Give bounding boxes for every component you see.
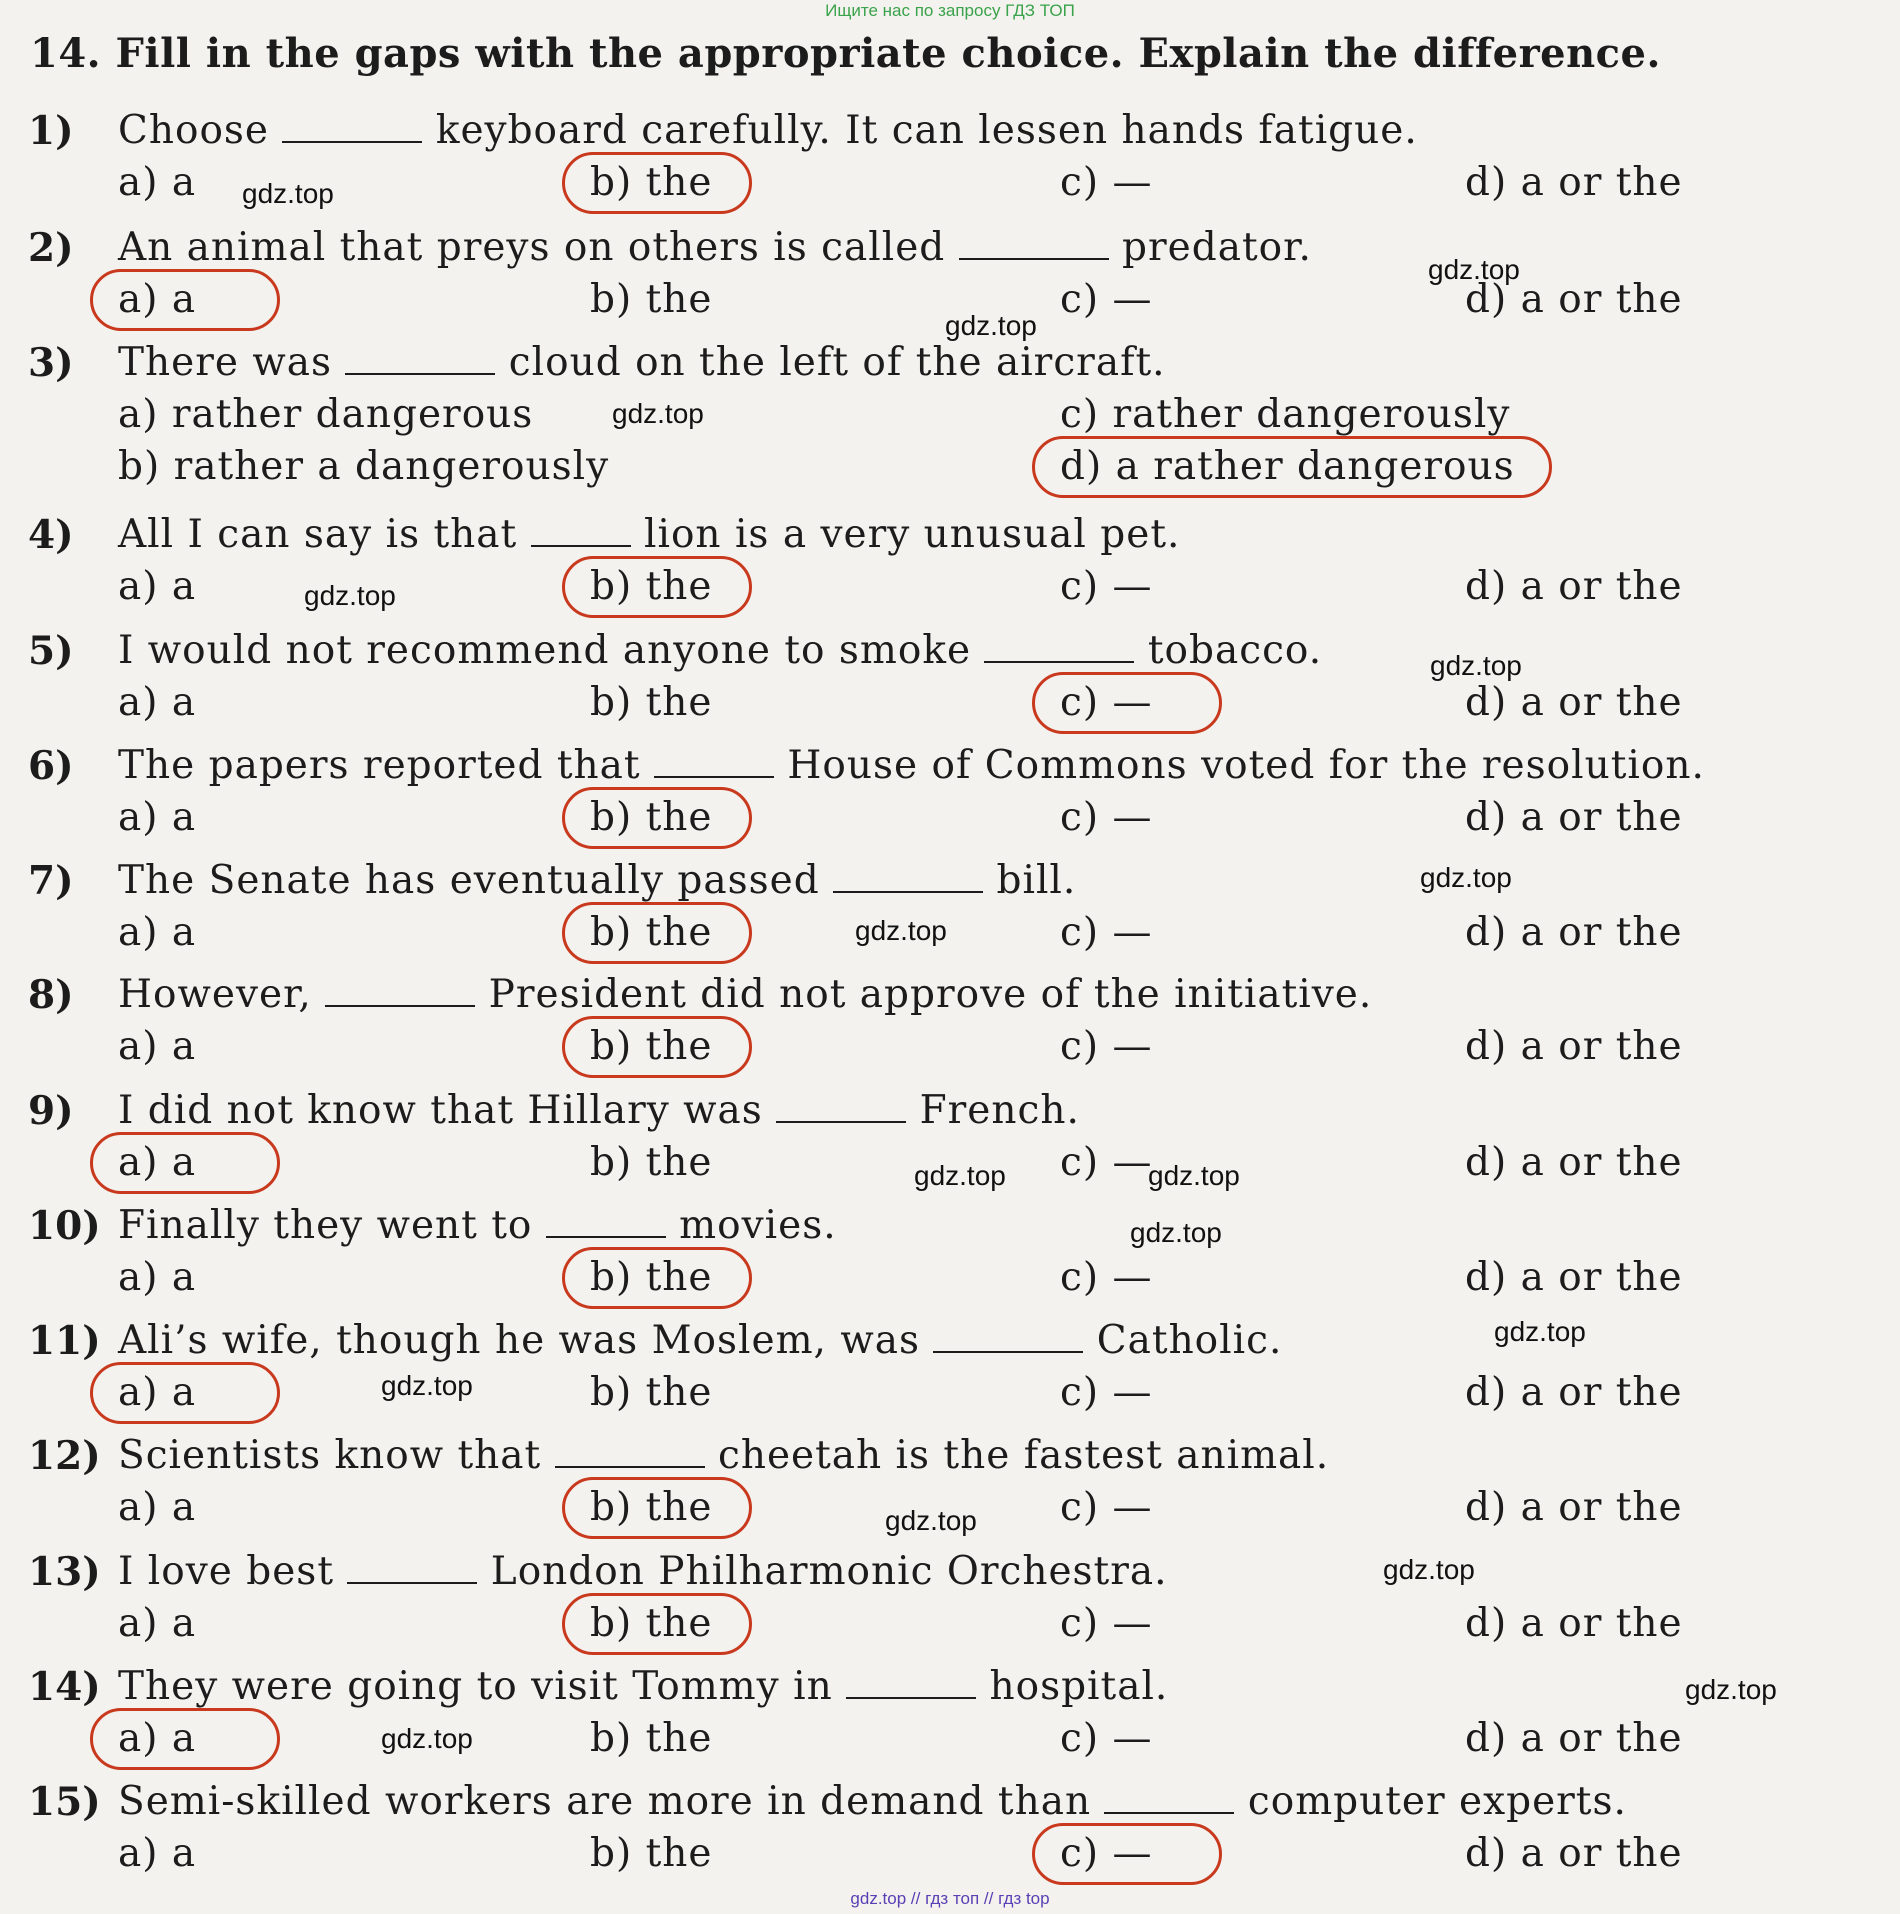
answer-gap — [345, 347, 495, 375]
option-d[interactable]: d) a or the — [1465, 160, 1683, 205]
option-a[interactable]: a) rather dangerous — [118, 392, 534, 437]
answer-gap — [654, 750, 774, 778]
option-a[interactable]: a) a — [118, 795, 197, 840]
question-text — [118, 1664, 1168, 1709]
question-text — [118, 1549, 1168, 1594]
question-number: 5) — [28, 628, 74, 674]
watermark-text: gdz.top — [885, 1505, 977, 1536]
option-d[interactable]: d) a or the — [1465, 795, 1683, 840]
option-d[interactable]: d) a rather dangerous — [1060, 444, 1515, 489]
watermark-text: gdz.top — [612, 398, 704, 429]
option-a[interactable]: a) a — [118, 1601, 197, 1646]
question-text-before: They were going to visit Tommy in — [118, 1664, 847, 1709]
option-d[interactable]: d) a or the — [1465, 910, 1683, 955]
selected-answer-circle — [90, 1708, 280, 1770]
option-b[interactable]: b) the — [590, 1024, 713, 1069]
question-text-after: computer experts. — [1234, 1779, 1627, 1824]
option-a[interactable]: a) a — [118, 1716, 197, 1761]
question-text-before: Scientists know that — [118, 1433, 555, 1478]
option-c[interactable]: c) — — [1060, 795, 1153, 840]
option-b[interactable]: b) rather a dangerously — [118, 444, 610, 489]
answer-gap — [282, 115, 422, 143]
option-b[interactable]: b) the — [590, 1716, 713, 1761]
option-d[interactable]: d) a or the — [1465, 1255, 1683, 1300]
question-text-after: Catholic. — [1083, 1318, 1283, 1363]
option-a[interactable]: a) a — [118, 564, 197, 609]
question-text — [118, 108, 1418, 153]
question-text-before: The Senate has eventually passed — [118, 858, 834, 903]
option-a[interactable]: a) a — [118, 1255, 197, 1300]
question-text-after: French. — [906, 1088, 1080, 1133]
watermark-text: gdz.top — [1685, 1674, 1777, 1705]
top-banner: Ищите нас по запросу ГДЗ ТОП — [825, 1, 1075, 20]
option-d[interactable]: d) a or the — [1465, 1831, 1683, 1876]
question-text — [118, 743, 1705, 788]
option-c[interactable]: c) — — [1060, 277, 1153, 322]
question-number: 13) — [28, 1549, 101, 1595]
question-text-before: An animal that preys on others is called — [118, 225, 959, 270]
option-c[interactable]: c) — — [1060, 1601, 1153, 1646]
selected-answer-circle — [562, 1593, 752, 1655]
question-number: 8) — [28, 972, 74, 1018]
option-c[interactable]: c) — — [1060, 1485, 1153, 1530]
question-text-after: bill. — [983, 858, 1077, 903]
question-text — [118, 858, 1076, 903]
question-number: 7) — [28, 858, 74, 904]
watermark-text: gdz.top — [381, 1723, 473, 1754]
question-text-before: Semi-skilled workers are more in demand than — [118, 1779, 1105, 1824]
question-text-before: However, — [118, 972, 326, 1017]
question-text — [118, 225, 1312, 270]
selected-answer-circle — [562, 787, 752, 849]
answer-gap — [846, 1671, 976, 1699]
question-text-after: hospital. — [976, 1664, 1169, 1709]
selected-answer-circle — [562, 1016, 752, 1078]
question-text-after: predator. — [1108, 225, 1312, 270]
selected-answer-circle — [562, 902, 752, 964]
option-c[interactable]: c) rather dangerously — [1060, 392, 1511, 437]
bottom-banner: gdz.top // гдз топ // гдз top — [850, 1889, 1050, 1908]
option-c[interactable]: c) — — [1060, 1716, 1153, 1761]
question-number: 15) — [28, 1779, 101, 1825]
option-c[interactable]: c) — — [1060, 1370, 1153, 1415]
option-b[interactable]: b) the — [590, 564, 713, 609]
watermark-text: gdz.top — [1383, 1554, 1475, 1585]
question-number: 6) — [28, 743, 74, 789]
watermark-text: gdz.top — [1430, 650, 1522, 681]
option-b[interactable]: b) the — [590, 1370, 713, 1415]
option-b[interactable]: b) the — [590, 1140, 713, 1185]
question-number: 2) — [28, 225, 74, 271]
answer-gap — [833, 865, 983, 893]
option-c[interactable]: c) — — [1060, 160, 1153, 205]
question-text-before: I did not know that Hillary was — [118, 1088, 777, 1133]
exercise-title: 14. Fill in the gaps with the appropriate choice. Explain the difference. — [30, 30, 1661, 77]
answer-gap — [347, 1556, 477, 1584]
answer-gap — [1104, 1786, 1234, 1814]
question-text-after: President did not approve of the initiative. — [475, 972, 1373, 1017]
question-text-before: All I can say is that — [118, 512, 531, 557]
question-text-after: lion is a very unusual pet. — [630, 512, 1181, 557]
question-text — [118, 1203, 837, 1248]
option-d[interactable]: d) a or the — [1465, 680, 1683, 725]
option-a[interactable]: a) a — [118, 160, 197, 205]
question-number: 12) — [28, 1433, 101, 1479]
selected-answer-circle — [90, 269, 280, 331]
selected-answer-circle — [1032, 436, 1552, 498]
question-text-before: I would not recommend anyone to smoke — [118, 628, 985, 673]
option-c[interactable]: c) — — [1060, 1140, 1153, 1185]
watermark-text: gdz.top — [1494, 1316, 1586, 1347]
question-text-after: keyboard carefully. It can lessen hands fatigue. — [422, 108, 1418, 153]
option-d[interactable]: d) a or the — [1465, 1370, 1683, 1415]
question-number: 3) — [28, 340, 74, 386]
answer-gap — [776, 1095, 906, 1123]
question-number: 4) — [28, 512, 74, 558]
selected-answer-circle — [90, 1362, 280, 1424]
answer-gap — [531, 519, 631, 547]
question-number: 11) — [28, 1318, 101, 1364]
selected-answer-circle — [562, 152, 752, 214]
answer-gap — [959, 232, 1109, 260]
option-a[interactable]: a) a — [118, 1140, 197, 1185]
option-a[interactable]: a) a — [118, 910, 197, 955]
question-text-before: Ali’s wife, though he was Moslem, was — [118, 1318, 934, 1363]
question-text — [118, 1433, 1329, 1478]
selected-answer-circle — [562, 1477, 752, 1539]
watermark-text: gdz.top — [1420, 862, 1512, 893]
option-b[interactable]: b) the — [590, 1255, 713, 1300]
option-a[interactable]: a) a — [118, 277, 197, 322]
question-text — [118, 340, 1166, 385]
option-b[interactable]: b) the — [590, 1485, 713, 1530]
question-text-before: The papers reported that — [118, 743, 654, 788]
watermark-text: gdz.top — [1130, 1217, 1222, 1248]
question-text-after: movies. — [665, 1203, 837, 1248]
option-a[interactable]: a) a — [118, 1370, 197, 1415]
option-d[interactable]: d) a or the — [1465, 1716, 1683, 1761]
selected-answer-circle — [1032, 672, 1222, 734]
option-c[interactable]: c) — — [1060, 910, 1153, 955]
question-number: 10) — [28, 1203, 101, 1249]
option-c[interactable]: c) — — [1060, 1024, 1153, 1069]
selected-answer-circle — [562, 1247, 752, 1309]
question-number: 14) — [28, 1664, 101, 1710]
option-b[interactable]: b) the — [590, 160, 713, 205]
option-d[interactable]: d) a or the — [1465, 1485, 1683, 1530]
watermark-text: gdz.top — [1428, 254, 1520, 285]
question-text — [118, 628, 1322, 673]
option-d[interactable]: d) a or the — [1465, 277, 1683, 322]
option-b[interactable]: b) the — [590, 1831, 713, 1876]
selected-answer-circle — [90, 1132, 280, 1194]
question-text — [118, 1088, 1080, 1133]
option-c[interactable]: c) — — [1060, 1255, 1153, 1300]
answer-gap — [984, 635, 1134, 663]
question-text-before: There was — [118, 340, 346, 385]
question-text-after: cheetah is the fastest animal. — [704, 1433, 1330, 1478]
option-c[interactable]: c) — — [1060, 1831, 1153, 1876]
watermark-text: gdz.top — [1148, 1160, 1240, 1191]
answer-gap — [933, 1325, 1083, 1353]
option-d[interactable]: d) a or the — [1465, 1140, 1683, 1185]
option-a[interactable]: a) a — [118, 1831, 197, 1876]
option-d[interactable]: d) a or the — [1465, 1024, 1683, 1069]
question-text — [118, 1318, 1282, 1363]
answer-gap — [546, 1210, 666, 1238]
question-text-before: I love best — [118, 1549, 348, 1594]
option-b[interactable]: b) the — [590, 680, 713, 725]
question-text — [118, 972, 1372, 1017]
question-number: 9) — [28, 1088, 74, 1134]
question-text-before: Choose — [118, 108, 283, 153]
option-b[interactable]: b) the — [590, 910, 713, 955]
watermark-text: gdz.top — [945, 310, 1037, 341]
option-d[interactable]: d) a or the — [1465, 564, 1683, 609]
watermark-text: gdz.top — [914, 1160, 1006, 1191]
watermark-text: gdz.top — [304, 580, 396, 611]
question-number: 1) — [28, 108, 74, 154]
option-a[interactable]: a) a — [118, 680, 197, 725]
question-text-after: London Philharmonic Orchestra. — [477, 1549, 1168, 1594]
watermark-text: gdz.top — [381, 1370, 473, 1401]
answer-gap — [555, 1440, 705, 1468]
option-d[interactable]: d) a or the — [1465, 1601, 1683, 1646]
option-b[interactable]: b) the — [590, 795, 713, 840]
question-text-after: cloud on the left of the aircraft. — [495, 340, 1166, 385]
option-c[interactable]: c) — — [1060, 680, 1153, 725]
selected-answer-circle — [1032, 1823, 1222, 1885]
option-a[interactable]: a) a — [118, 1024, 197, 1069]
option-b[interactable]: b) the — [590, 1601, 713, 1646]
question-text-after: House of Commons voted for the resolution. — [773, 743, 1705, 788]
question-text-before: Finally they went to — [118, 1203, 546, 1248]
option-c[interactable]: c) — — [1060, 564, 1153, 609]
question-text — [118, 1779, 1627, 1824]
selected-answer-circle — [562, 556, 752, 618]
question-text-after: tobacco. — [1134, 628, 1323, 673]
option-a[interactable]: a) a — [118, 1485, 197, 1530]
question-text — [118, 512, 1180, 557]
option-b[interactable]: b) the — [590, 277, 713, 322]
watermark-text: gdz.top — [242, 178, 334, 209]
watermark-text: gdz.top — [855, 915, 947, 946]
answer-gap — [325, 979, 475, 1007]
